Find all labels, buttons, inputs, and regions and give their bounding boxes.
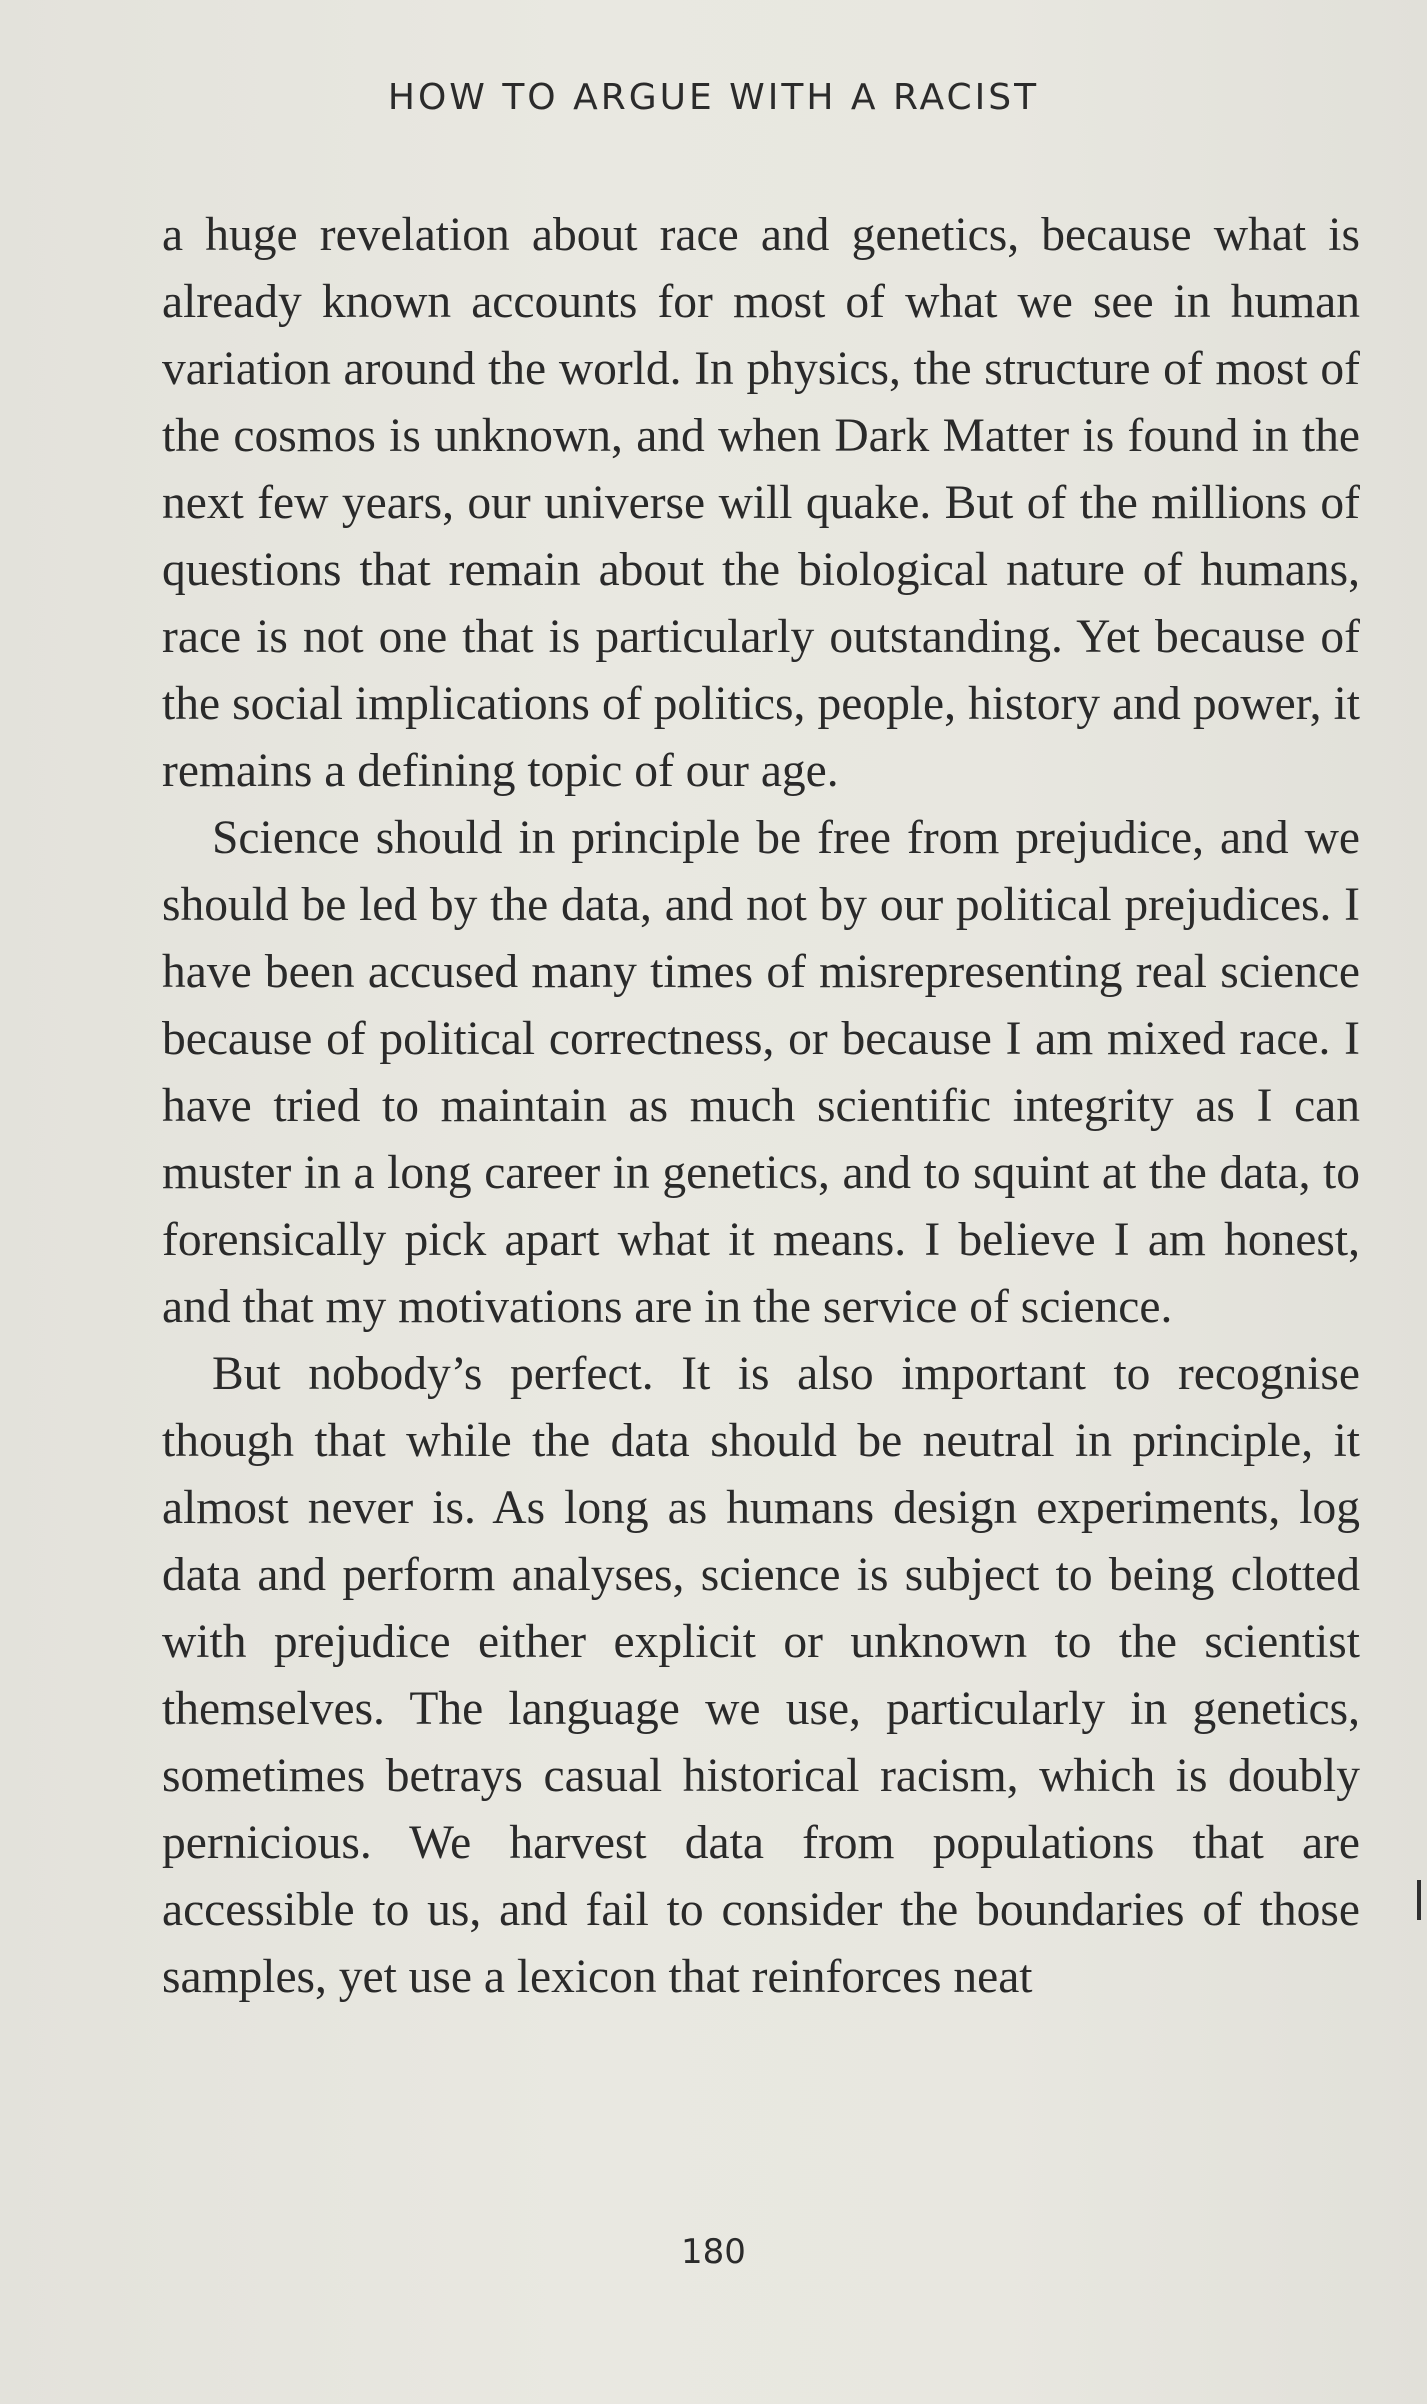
body-text [162,202,1360,2011]
paragraph-continued: a huge revelation about race and genetics, because what is already known accounts for most of what we see in human variation around the world. In physics, the structure of most of the cosmos is unknown, and when Dark Matter is found in the next few years, our universe will quake. But of the millions of questions that remain about the biological nature of humans, race is not one that is particularly outstanding. Yet because of the social implications of politics, people, history and power, it remains a defining topic of our age. [162,209,1360,797]
page-edge-mark [1417,1880,1421,1920]
paragraph: Science should in principle be free from prejudice, and we should be led by the data, and not by our political prejudices. I have been accused many times of misrepresenting real science because of political correctness, or because I am mixed race. I have tried to maintain as much scientific integrity as I can muster in a long career in genetics, and to squint at the data, to forensically pick apart what it means. I believe I am honest, and that my motivations are in the service of science. [162,812,1360,1333]
page-number: 180 [681,2232,746,2272]
paragraph: But nobody’s perfect. It is also important to recognise though that while the data should be neutral in principle, it almost never is. As long as humans design experiments, log data and perform analyses, science is subject to being clotted with prejudice either explicit or unknown to the scientist themselves. The language we use, particularly in genetics, sometimes betrays casual historical racism, which is doubly pernicious. We harvest data from populations that are accessible to us, and fail to consider the boundaries of those samples, yet use a lexicon that reinforces neat [162,1348,1360,2003]
running-head: HOW TO ARGUE WITH A RACIST [387,77,1040,118]
